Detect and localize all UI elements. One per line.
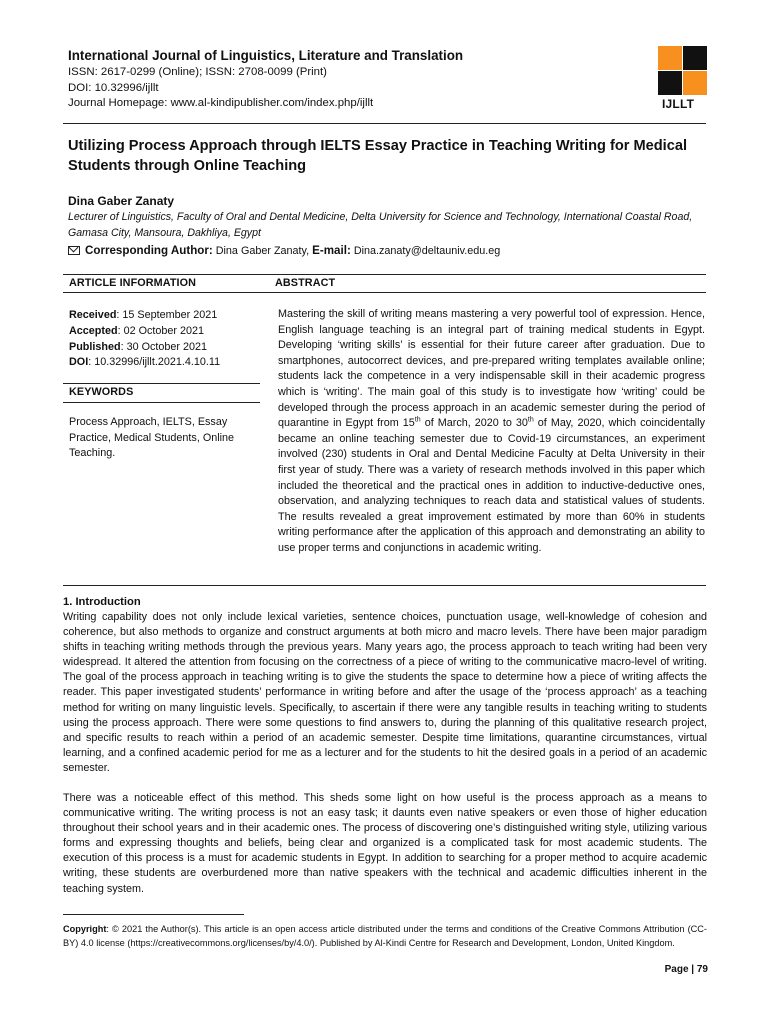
- accepted-line: [69, 324, 259, 340]
- abstract-part: Mastering the skill of writing means mastering a very powerful tool of expression. Hence, English language teaching is an integral part of training medical students in Egypt. Developing ‘writing skills’ is essential for their future career after graduation. Due to smartphones, autocorrect devices, and pre-prepared writing templates available online; students lack the competence in a very indispensable skill in their academic progress which is ‘writing’. The main goal of this study is to investigate how ‘writing’ could be developed through the process approach in an academic semester during the period of quarantine in Egypt from 15: [278, 308, 705, 430]
- abstract-part: of May, 2020, which coincidentally became an online teaching semester due to Covid-19 circumstances, an experiment involved (230) students in Oral and Dental Medicine Faculty at Delta University in their first year of study. There was a variety of research methods involved in this paper which included the theoretical and the practical ones in addition to inductive-deductive ones, observation, and analyzing techniques to reach data and statistical values of students. The results revealed a great improvement estimated by more than 60% in students writing performance after the application of this approach and demonstrating an ability to use proper terms and conjunctions in academic writing.: [278, 417, 705, 554]
- logo-square: [658, 46, 682, 70]
- article-dates: [69, 308, 259, 371]
- published-label: Published: [69, 340, 121, 353]
- received-line: [69, 308, 259, 324]
- abstract-heading: ABSTRACT: [275, 277, 336, 289]
- keywords-top-rule: [63, 383, 260, 384]
- intro-paragraph: Writing capability does not only include lexical varieties, sentence choices, punctuation usage, well-knowledge of cohesion and coherence, but also methods to organize and construct arguments at both micro and macro levels. There have been major paradigm shifts in teaching writing methods through the previous years. Many years ago, the process approach to teach writing had been very widespread. It altered the attention from focusing on the correctness of a piece of writing to the communicative macro-level of writing. The goal of the process approach in teaching writing is to give the students the space to determine how a piece of writing affects the reader. This paper investigated students’ performance in writing before and after the usage of the ‘process approach’ as a teaching method for writing on many linguistic levels. Specifically, to ascertain if there were any tangible results in teaching writing to students using the process approach. There were some questions to find answers to, during the planning of this qualitative research project, and specific results to reach within a period of an academic semester. Despite time limitations, quarantine circumstances, virtual learning, and a confined academic period for me as a lecturer and for the students to hit the desired goals in a period of an academic semester.: [63, 611, 707, 774]
- email-label: E-mail:: [312, 244, 351, 257]
- section-heading: 1. Introduction: [63, 596, 141, 608]
- keywords-list: Process Approach, IELTS, Essay Practice, Medical Students, Online Teaching.: [69, 416, 235, 460]
- corresponding-author: [68, 243, 708, 259]
- doi-line: [69, 355, 259, 371]
- page-number: Page | 79: [664, 964, 708, 975]
- author-affiliation: Lecturer of Linguistics, Faculty of Oral and Dental Medicine, Delta University for Science and Technology, International Coastal Road, Gamasa City, Mansoura, Dakhliya, Egypt: [68, 211, 693, 239]
- header-divider: [63, 123, 706, 124]
- logo-square: [683, 46, 707, 70]
- abstract-text: [278, 307, 705, 557]
- footnote-rule: [63, 914, 244, 915]
- journal-logo: [658, 46, 710, 112]
- logo-square: [683, 71, 707, 95]
- intro-paragraph: There was a noticeable effect of this method. This sheds some light on how useful is the process approach as a means to communicative writing. The writing process is not an easy task; it daunts even native speakers or even those of higher education throughout their school years and in their academic ones. The process of discovering one’s distinguished writing style, utilizing various forms and expressing thoughts and beliefs, being clear and organized is a complicated task for most academic students. The execution of this process is a must for academic students in Egypt. In addition to searching for a proper method to acquire academic writing, these students are overburdened more than native speakers with the technical and academic difficulties inherent in the teaching system.: [63, 792, 707, 895]
- info-bottom-rule: [63, 292, 706, 293]
- corresponding-label: Corresponding Author:: [85, 244, 213, 257]
- doi-label: DOI: [69, 356, 89, 369]
- email-link[interactable]: Dina.zanaty@deltauniv.edu.eg: [353, 245, 501, 257]
- abstract-bottom-rule: [63, 585, 706, 586]
- abstract-sup: th: [414, 416, 421, 424]
- article-info-heading: ARTICLE INFORMATION: [69, 277, 197, 289]
- journal-name: International Journal of Linguistics, Literature and Translation: [68, 48, 464, 63]
- copyright-notice: [63, 922, 707, 950]
- accepted-label: Accepted: [69, 324, 118, 337]
- logo-text: IJLLT: [662, 97, 695, 111]
- received-label: Received: [69, 309, 117, 321]
- corresponding-name: Dina Gaber Zanaty,: [215, 245, 310, 257]
- journal-issn: ISSN: 2617-0299 (Online); ISSN: 2708-0099 (Print): [68, 66, 327, 78]
- copyright-text: : © 2021 the Author(s). This article is an open access article distributed under the terms and conditions of the Creative Commons Attribution (CC-BY) 4.0 license (https://creativecommons.org/licenses/by/4.0/). Published by Al-Kindi Centre for Research and Development, London, United Kingdom.: [63, 924, 707, 948]
- journal-header: [68, 47, 648, 112]
- author-name: Dina Gaber Zanaty: [68, 194, 175, 208]
- info-top-rule: [63, 274, 706, 275]
- journal-doi: DOI: 10.32996/ijllt: [68, 81, 159, 94]
- logo-square: [658, 71, 682, 95]
- copyright-label: Copyright: [63, 924, 107, 934]
- keywords-bottom-rule: [63, 402, 260, 403]
- accepted-date: : 02 October 2021: [117, 324, 205, 337]
- paper-title: Utilizing Process Approach through IELTS Essay Practice in Teaching Writing for Medical Students through Online Teaching: [68, 138, 687, 174]
- keywords-heading: KEYWORDS: [69, 386, 134, 398]
- abstract-sup: th: [527, 416, 534, 424]
- article-doi: : 10.32996/ijllt.2021.4.10.11: [88, 356, 221, 369]
- mail-icon: [68, 246, 80, 255]
- published-line: [69, 340, 259, 356]
- abstract-part: of March, 2020 to 30: [420, 417, 528, 430]
- received-date: : 15 September 2021: [116, 309, 218, 321]
- journal-homepage: Journal Homepage: www.al-kindipublisher.com/index.php/ijllt: [68, 97, 374, 110]
- published-date: : 30 October 2021: [120, 340, 208, 353]
